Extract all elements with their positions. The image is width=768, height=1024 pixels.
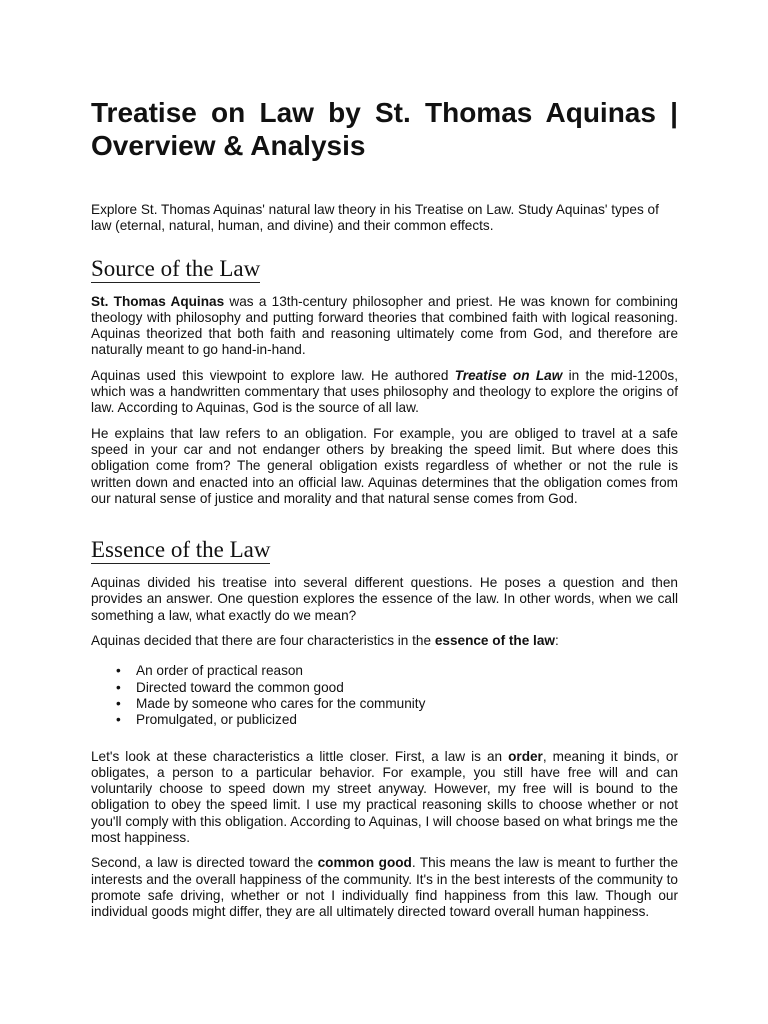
document-page (91, 96, 678, 930)
characteristics-list (91, 663, 678, 728)
intro-paragraph: Explore St. Thomas Aquinas' natural law theory in his Treatise on Law. Study Aquinas' types of law (eternal, natural, human, and divine) and their common effects. (91, 202, 659, 234)
essence-paragraph-3: Let's look at these characteristics a little closer. First, a law is an order, meaning it binds, or obligates, a person to a particular behavior. For example, you still have free will and can voluntarily choose to speed down my street anyway. However, my free will is bound to the obligation to obey the speed limit. I use my practical reasoning skills to choose whether or not you'll comply with this obligation. According to Aquinas, I will choose based on what brings me the most happiness. (91, 748, 679, 846)
treatise-title-emphasis: Treatise on Law (454, 367, 563, 383)
aquinas-bold: St. Thomas Aquinas (91, 293, 225, 309)
bullet-icon: • (116, 712, 121, 728)
list-item: • An order of practical reason (116, 663, 303, 679)
source-paragraph-3: He explains that law refers to an obligation. For example, you are obliged to travel at a safe speed in your car and not endanger others by breaking the speed limit. But where does this obligation come from? The general obligation exists regardless of whether or not the rule is written down and enacted into an official law. Aquinas determines that the obligation comes from our natural sense of justice and morality and that natural sense comes from God. (91, 425, 678, 506)
list-item: • Made by someone who cares for the community (116, 695, 426, 711)
bullet-icon: • (116, 679, 121, 695)
section-heading-source: Source of the Law (91, 255, 261, 281)
source-paragraph-2: Aquinas used this viewpoint to explore law. He authored Treatise on Law in the mid-1200s, which was a handwritten commentary that uses philosophy and theology to explore the origins of law. According to Aquinas, God is the source of all law. (91, 367, 678, 416)
essence-paragraph-4: Second, a law is directed toward the common good. This means the law is meant to further the interests and the overall happiness of the community. It's in the best interests of the community to promote safe driving, whether or not I individually find happiness from this law. Though our individual goods might differ, they are all ultimately directed toward overall human happiness. (91, 855, 679, 920)
bullet-icon: • (116, 663, 121, 679)
page-title: Treatise on Law by St. Thomas Aquinas | Overview & Analysis (91, 97, 678, 161)
source-paragraph-1: St. Thomas Aquinas was a 13th-century philosopher and priest. He was known for combining theology with philosophy and putting forward theories that combined faith with logical reasoning. Aquinas theorized that both faith and reasoning ultimately come from God, and therefore are naturally meant to go hand-in-hand. (91, 293, 678, 358)
essence-paragraph-2: Aquinas decided that there are four characteristics in the essence of the law: (91, 633, 559, 649)
list-item: • Promulgated, or publicized (116, 712, 297, 728)
essence-paragraph-1: Aquinas divided his treatise into several different questions. He poses a question and then provides an answer. One question explores the essence of the law. In other words, when we call something a law, what exactly do we mean? (91, 575, 678, 623)
bullet-icon: • (116, 695, 121, 711)
section-heading-essence: Essence of the Law (91, 537, 271, 563)
list-item: • Directed toward the common good (116, 679, 344, 695)
